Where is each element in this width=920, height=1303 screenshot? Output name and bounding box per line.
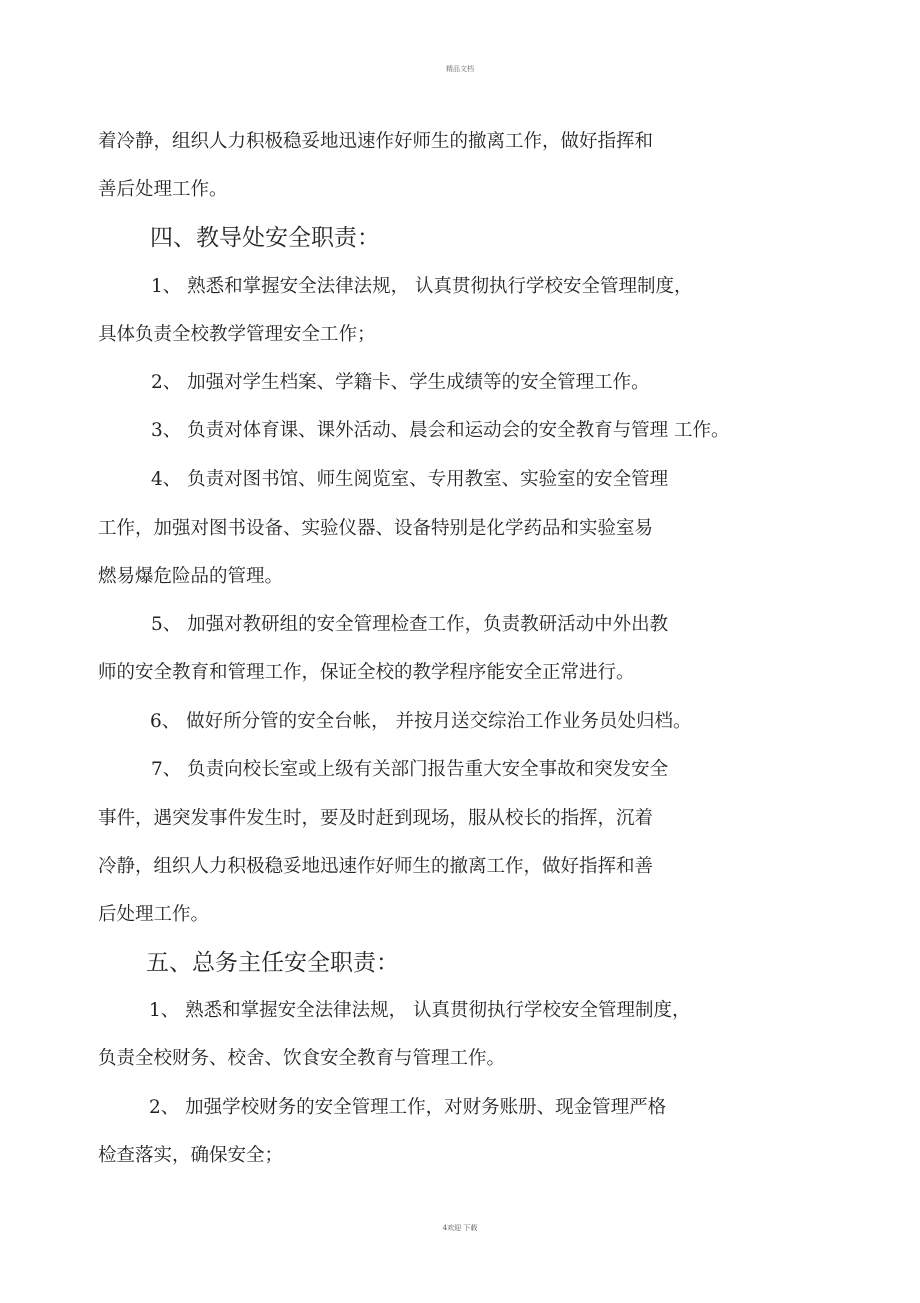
text-line: 师的安全教育和管理工作，保证全校的教学程序能安全正常进行。 — [98, 662, 635, 683]
text-line: 负责全校财务、校舍、饮食安全教育与管理工作。 — [98, 1048, 506, 1069]
text-line: 检查落实，确保安全； — [98, 1145, 284, 1166]
text-line: 1、 熟悉和掌握安全法律法规， 认真贯彻执行学校安全管理制度， — [149, 1000, 691, 1021]
text-line: 工作，加强对图书设备、实验仪器、设备特别是化学药品和实验室易 — [98, 518, 654, 539]
section-heading: 五、总务主任安全职责： — [146, 950, 399, 976]
text-line: 7、 负责向校长室或上级有关部门报告重大安全事故和突发安全 — [151, 759, 669, 780]
text-line: 善后处理工作。 — [98, 179, 228, 200]
text-line: 具体负责全校教学管理安全工作； — [98, 324, 376, 345]
text-line: 燃易爆危险品的管理。 — [98, 566, 284, 587]
text-line: 3、 负责对体育课、课外活动、晨会和运动会的安全教育与管理 工作。 — [151, 420, 730, 441]
text-line: 冷静，组织人力积极稳妥地迅速作好师生的撤离工作，做好指挥和善 — [98, 856, 654, 877]
text-line: 事件，遇突发事件发生时，要及时赶到现场，服从校长的指挥，沉着 — [98, 808, 654, 829]
text-line: 2、 加强对学生档案、学籍卡、学生成绩等的安全管理工作。 — [151, 372, 650, 393]
page-header: 精品文档 — [446, 65, 474, 73]
text-line: 后处理工作。 — [98, 904, 210, 925]
text-line: 6、 做好所分管的安全台帐， 并按月送交综治工作业务员处归档。 — [150, 711, 692, 732]
text-line: 2、 加强学校财务的安全管理工作，对财务账册、现金管理严格 — [149, 1097, 667, 1118]
section-heading: 四、教导处安全职责： — [150, 225, 380, 251]
text-line: 着冷静，组织人力积极稳妥地迅速作好师生的撤离工作，做好指挥和 — [98, 131, 654, 152]
page-footer: 4欢迎 下载 — [442, 1224, 478, 1232]
text-line: 1、 熟悉和掌握安全法律法规， 认真贯彻执行学校安全管理制度， — [151, 276, 693, 297]
text-line: 5、 加强对教研组的安全管理检查工作，负责教研活动中外出教 — [151, 614, 669, 635]
text-line: 4、 负责对图书馆、师生阅览室、专用教室、实验室的安全管理 — [151, 469, 669, 490]
